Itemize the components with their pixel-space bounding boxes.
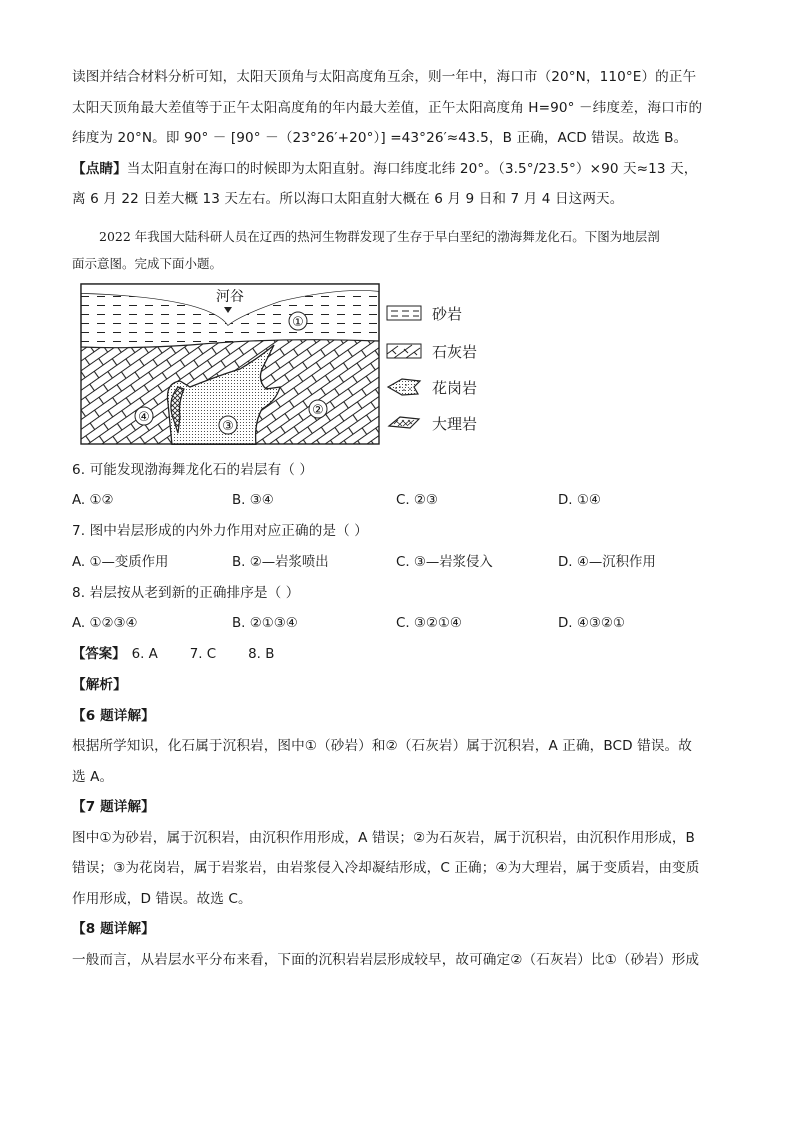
answer-item: 6. A — [131, 647, 158, 662]
option-a[interactable]: A. ①—变质作用 — [72, 554, 169, 570]
explain-line: 读图并结合材料分析可知，太阳天顶角与太阳高度角互余，则一年中，海口市（20°N，110°E）的正午 — [72, 69, 697, 85]
legend-item-marble — [386, 413, 477, 434]
q6-detail-line: 根据所学知识，化石属于沉积岩，图中①（砂岩）和②（石灰岩）属于沉积岩，A 正确，BCD 错误。故 — [72, 738, 692, 754]
q8-detail-tag: 【8 题详解】 — [72, 921, 155, 937]
granite-pattern-icon — [386, 377, 422, 397]
q6-detail-line: 选 A。 — [72, 768, 114, 785]
option-b[interactable]: B. ③④ — [232, 493, 274, 508]
question-6-stem: 6. 可能发现渤海舞龙化石的岩层有（ ） — [72, 461, 314, 478]
marker-4: ④ — [138, 409, 150, 425]
analysis-tag: 【解析】 — [72, 677, 127, 693]
strata-figure — [80, 283, 510, 445]
explain-line: 太阳天顶角最大差值等于正午太阳高度角的年内最大差值，正午太阳高度角 H=90° －纬度差，海口市的 — [72, 99, 703, 116]
marble-pattern-icon — [386, 414, 422, 432]
marker-1: ① — [292, 314, 304, 330]
option-d[interactable]: D. ④③②① — [558, 616, 625, 631]
tip-tag: 【点睛】 — [72, 160, 127, 177]
option-a[interactable]: A. ①②③④ — [72, 616, 138, 631]
legend-label: 花岗岩 — [432, 378, 478, 397]
answer-item: 7. C — [189, 647, 217, 662]
legend-label: 大理岩 — [432, 414, 478, 433]
q6-detail-tag: 【6 题详解】 — [72, 707, 155, 724]
question-8-options — [72, 608, 724, 639]
question-8-stem: 8. 岩层按从老到新的正确排序是（ ） — [72, 584, 300, 601]
option-a[interactable]: A. ①② — [72, 493, 114, 508]
option-b[interactable]: B. ②①③④ — [232, 616, 298, 631]
option-c[interactable]: C. ③②①④ — [396, 616, 462, 631]
option-c[interactable]: C. ③—岩浆侵入 — [396, 554, 493, 570]
legend-item-sandstone — [386, 303, 462, 324]
intro-line: 2022 年我国大陆科研人员在辽西的热河生物群发现了生存于早白垩纪的渤海舞龙化石。下图为地层剖 — [99, 228, 660, 244]
legend-label: 砂岩 — [432, 304, 463, 323]
document-page — [72, 62, 724, 975]
answer-line — [72, 639, 724, 670]
marker-2: ② — [312, 402, 324, 418]
limestone-pattern-icon — [386, 343, 422, 359]
strata-section-diagram — [80, 283, 380, 445]
tip-line — [72, 154, 724, 185]
question-6-options — [72, 485, 724, 516]
q7-detail-line: 作用形成，D 错误。故选 C。 — [72, 890, 252, 907]
tip-line: 离 6 月 22 日差大概 13 天左右。所以海口太阳直射大概在 6 月 9 日和 7 月 4 日这两天。 — [72, 191, 624, 207]
q7-detail-line: 图中①为砂岩，属于沉积岩，由沉积作用形成，A 错误；②为石灰岩，属于沉积岩，由沉积作用形成，B — [72, 829, 695, 846]
intro-line: 面示意图。完成下面小题。 — [72, 255, 223, 271]
option-d[interactable]: D. ④—沉积作用 — [558, 554, 656, 570]
q8-detail-line: 一般而言，从岩层水平分布来看，下面的沉积岩岩层形成较早，故可确定②（石灰岩）比①（砂岩）形成 — [72, 951, 700, 968]
q7-detail-tag: 【7 题详解】 — [72, 799, 155, 815]
valley-label: 河谷 — [216, 288, 244, 305]
option-d[interactable]: D. ①④ — [558, 493, 601, 508]
explain-line: 纬度为 20°N。即 90° － [90° －（23°26′+20°）] =43°26′≈43.5，B 正确，ACD 错误。故选 B。 — [72, 130, 688, 146]
marker-3: ③ — [222, 418, 234, 434]
question-7-stem: 7. 图中岩层形成的内外力作用对应正确的是（ ） — [72, 523, 368, 539]
tip-text: 当太阳直射在海口的时候即为太阳直射。海口纬度北纬 20°。（3.5°/23.5°）×90 天≈13 天， — [126, 160, 698, 177]
legend-item-granite — [386, 377, 477, 398]
legend-item-limestone — [386, 341, 477, 362]
answer-tag: 【答案】 — [72, 647, 126, 662]
question-7-options — [72, 547, 724, 578]
answer-item: 8. B — [248, 647, 275, 662]
option-b[interactable]: B. ②—岩浆喷出 — [232, 554, 329, 570]
legend-label: 石灰岩 — [432, 342, 478, 361]
option-c[interactable]: C. ②③ — [396, 493, 438, 508]
q7-detail-line: 错误；③为花岗岩，属于岩浆岩，由岩浆侵入冷却凝结形成，C 正确；④为大理岩，属于变质岩，由变质 — [72, 860, 700, 876]
sandstone-pattern-icon — [386, 305, 422, 321]
